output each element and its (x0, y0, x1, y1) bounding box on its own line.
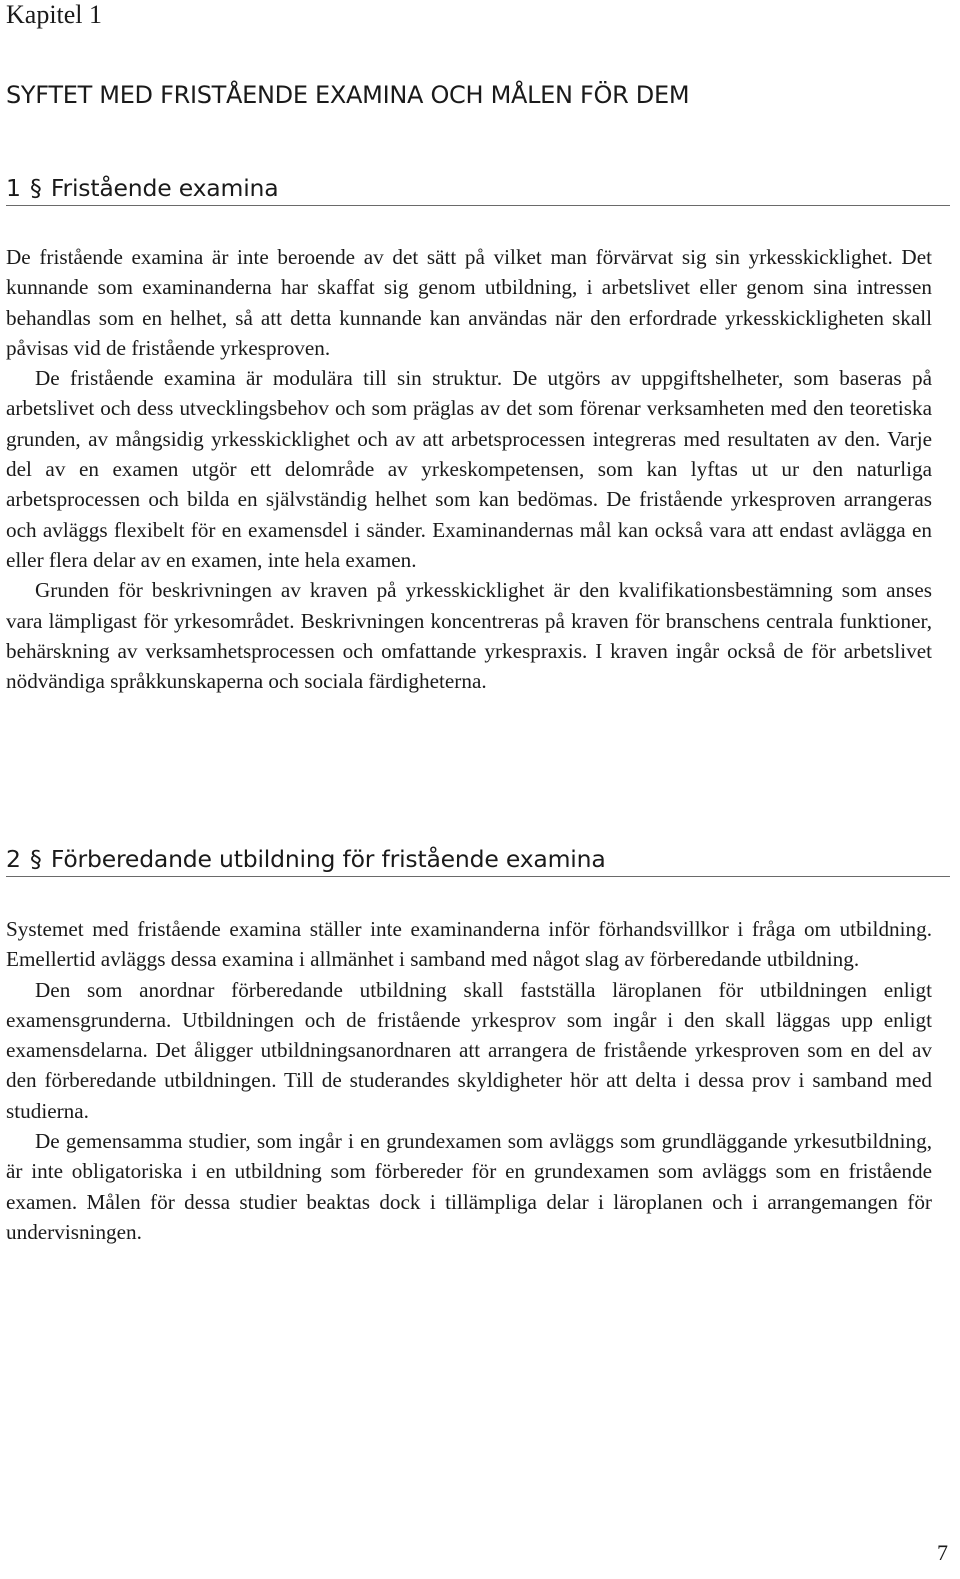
paragraph: Systemet med fristående examina ställer inte examinanderna inför förhandsvillkor i fråga om utbildning. Emellertid avläggs dessa examina i allmänhet i samband med något slag av förberedande utbildning. (6, 917, 932, 972)
paragraph: De gemensamma studier, som ingår i en grundexamen som avläggs som grundläggande yrkesutbildning, är inte obligatoriska i en utbildning som förbereder för en grundexamen som avläggs som en fristående examen. Målen för dessa studier beaktas dock i tillämpliga delar i läroplanen och i arrangemangen för undervisningen. (6, 1129, 932, 1244)
paragraph: Den som anordnar förberedande utbildning skall fastställa läroplanen för utbildningen enligt examensgrunderna. Utbildningen och de fristående yrkesprov som ingår i den skall läggas upp enligt examensdelarna. Det åligger utbildningsanordnaren att arrangera de fristående yrkesproven som en del av den förberedande utbildningen. Till de studerandes skyldigheter hör att delta i dessa prov i samband med studierna. (6, 977, 932, 1123)
paragraph: De fristående examina är modulära till sin struktur. De utgörs av uppgiftshelheter, som baseras på arbetslivet och dess utvecklingsbehov och som präglas av det som förenar verksamheten med den teoretiska grunden, av mångsidig yrkesskicklighet och av att arbetsprocessen integreras med resultaten av den. Varje del av en examen utgör ett delområde av yrkeskompetensen, som kan lyftas ut ur den naturliga arbetsprocessen och bilda en självständig helhet som kan bedömas. De fristående yrkesproven arrangeras och avläggs flexibelt för en examensdel i sänder. Examinandernas mål kan också vara att endast avlägga en eller flera delar av en examen, inte hela examen. (6, 366, 932, 572)
section-title: Förberedande utbildning för fristående examina (50, 845, 606, 873)
main-title: SYFTET MED FRISTÅENDE EXAMINA OCH MÅLEN FÖR DEM (6, 81, 690, 109)
page-number: 7 (937, 1540, 948, 1565)
section-heading-1 (6, 172, 950, 206)
paragraph: Grunden för beskrivningen av kraven på yrkesskicklighet är den kvalifikationsbestämning som anses vara lämpligast för yrkesområdet. Beskrivningen koncentreras på kraven för branschens centrala funktioner, behärskning av verksamhetsprocessen och omfattande yrkespraxis. I kraven ingår också de för arbetslivet nödvändiga språkkunskaperna och sociala färdigheterna. (6, 578, 932, 694)
section-body-1 (6, 242, 932, 696)
section-sign: § (30, 845, 42, 873)
section-sign: § (30, 174, 42, 202)
section-number: 1 (6, 174, 21, 202)
paragraph: De fristående examina är inte beroende av det sätt på vilket man förvärvat sig sin yrkesskicklighet. Det kunnande som examinanderna har skaffat sig genom utbildning, i arbetslivet eller genom sina intressen behandlas som en helhet, så att detta kunnande kan användas när den erfordrade yrkesskickligheten skall påvisas vid de fristående yrkesproven. (6, 245, 932, 360)
chapter-label: Kapitel 1 (6, 0, 103, 29)
section-number: 2 (6, 845, 21, 873)
section-heading-2 (6, 843, 950, 877)
section-title: Fristående examina (50, 174, 279, 202)
section-body-2 (6, 914, 932, 1247)
